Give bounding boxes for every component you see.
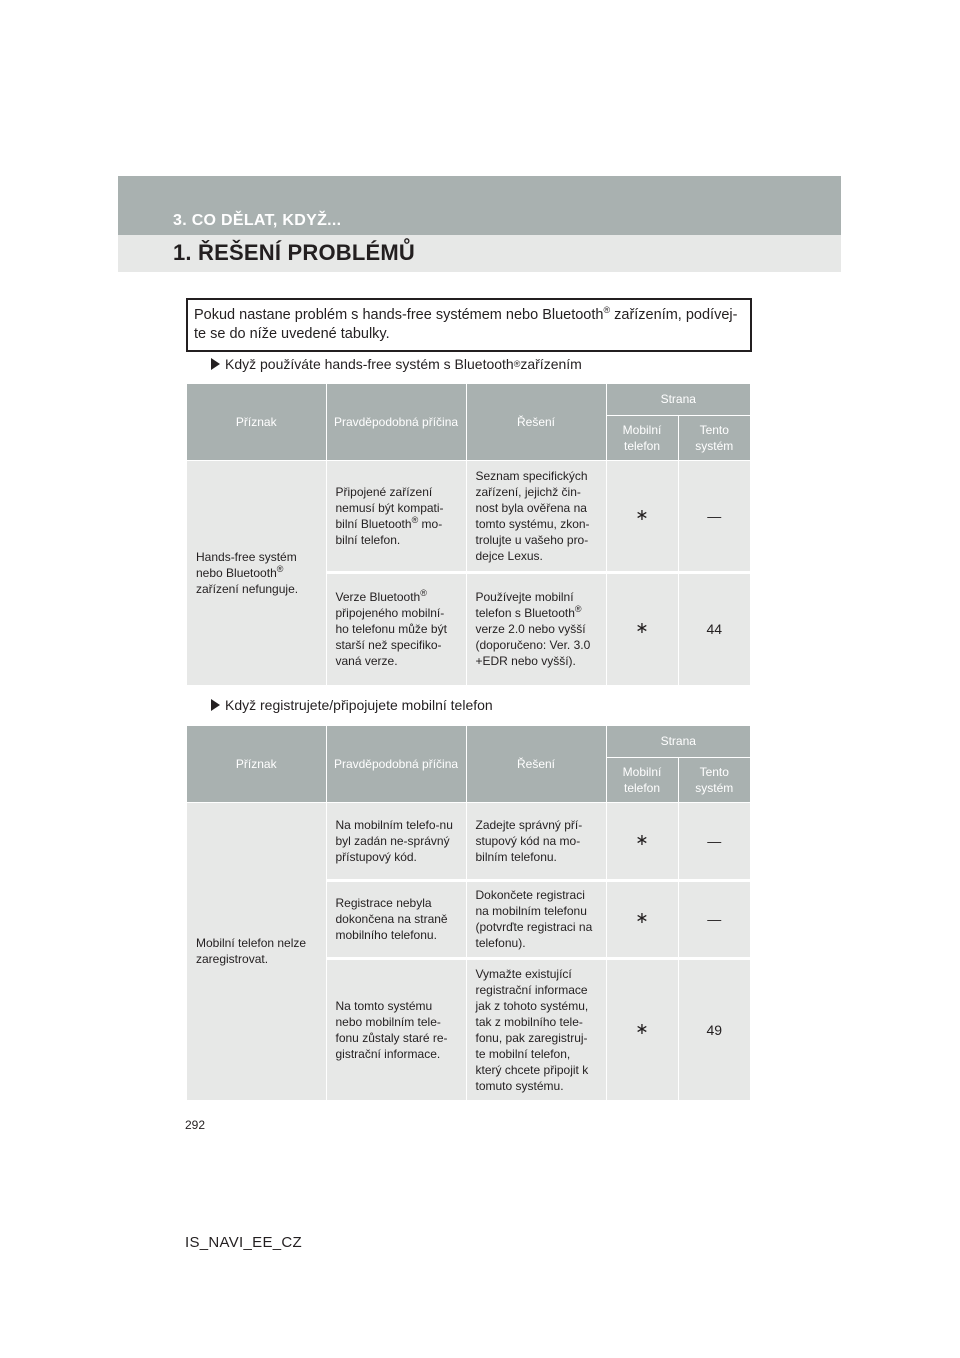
cause-text-end: připojeného mobilní-ho telefonu může být starší než specifiko-vaná verze.	[335, 606, 447, 668]
cause-text-end: mo-bilní telefon.	[335, 516, 443, 547]
header-solution: Řešení	[466, 384, 606, 460]
intro-text-end: zařízením, podívej-te se do níže uvedené tabulky.	[194, 307, 738, 342]
registered-mark: ®	[574, 604, 582, 614]
triangle-bullet-icon	[211, 699, 220, 711]
cause-text: Verze Bluetooth	[335, 590, 421, 604]
symptom-text: Hands-free systém nebo Bluetooth	[196, 549, 297, 580]
header-page: Strana	[606, 384, 750, 415]
cause-cell	[326, 460, 466, 572]
header-solution: Řešení	[466, 726, 606, 802]
system-page-cell: 44	[678, 572, 750, 686]
system-page-cell: —	[678, 460, 750, 572]
header-cause: Pravděpodobná příčina	[326, 726, 466, 802]
triangle-bullet-icon	[211, 358, 220, 370]
troubleshooting-table-registration	[187, 726, 750, 1103]
intro-box	[186, 298, 752, 352]
solution-cell: Vymažte existující registrační informace jak z tohoto systému, tak z mobilního tele-fonu, pak zaregistruj-te mobilní telefon, který chcete připojit k tomuto systému.	[466, 958, 606, 1101]
section-heading-text-end: zařízením	[520, 356, 582, 372]
header-mobile: Mobilní telefon	[606, 757, 678, 802]
page-title: 1. ŘEŠENÍ PROBLÉMŮ	[173, 240, 415, 265]
mobile-page-cell: ∗	[606, 460, 678, 572]
mobile-page-cell: ∗	[606, 572, 678, 686]
header-cause: Pravděpodobná příčina	[326, 384, 466, 460]
registered-mark: ®	[603, 305, 611, 316]
header-symptom: Příznak	[187, 384, 326, 460]
solution-cell: Dokončete registraci na mobilním telefonu (potvrďte registraci na telefonu).	[466, 880, 606, 958]
section-header	[118, 176, 841, 272]
symptom-cell: Mobilní telefon nelze zaregistrovat.	[187, 802, 326, 1101]
solution-text-end: verze 2.0 nebo vyšší (doporučeno: Ver. 3.0 +EDR nebo vyšší).	[475, 622, 591, 668]
solution-cell	[466, 572, 606, 686]
cause-text: Připojené zařízení nemusí být kompati-bilní Bluetooth	[335, 484, 444, 531]
system-page-cell: 49	[678, 958, 750, 1101]
footer-code: IS_NAVI_EE_CZ	[185, 1234, 303, 1251]
header-system: Tento systém	[678, 757, 750, 802]
mobile-page-cell: ∗	[606, 802, 678, 880]
mobile-page-cell: ∗	[606, 958, 678, 1101]
section-heading-bluetooth: Když používáte hands-free systém s Bluetooth ® zařízením	[211, 356, 582, 372]
header-page: Strana	[606, 726, 750, 757]
cause-cell: Registrace nebyla dokončena na straně mobilního telefonu.	[326, 880, 466, 958]
cause-cell	[326, 572, 466, 686]
system-page-cell: —	[678, 802, 750, 880]
symptom-text-end: zařízení nefunguje.	[196, 581, 299, 596]
intro-text: Pokud nastane problém s hands-free systémem nebo Bluetooth	[194, 307, 604, 323]
section-heading-registration	[211, 697, 493, 713]
solution-text: Používejte mobilní telefon s Bluetooth	[475, 590, 575, 620]
solution-cell	[466, 460, 606, 572]
troubleshooting-table-bluetooth	[187, 384, 750, 688]
header-mobile: Mobilní telefon	[606, 415, 678, 460]
system-page-cell: —	[678, 880, 750, 958]
table-row	[187, 460, 750, 572]
chapter-title: 3. CO DĚLAT, KDYŽ...	[173, 212, 342, 229]
section-heading-text: Když registrujete/připojujete mobilní telefon	[225, 697, 493, 713]
registered-mark: ®	[420, 588, 427, 598]
symptom-cell	[187, 460, 326, 686]
cause-cell: Na tomto systému nebo mobilním tele-fonu zůstaly staré re-gistrační informace.	[326, 958, 466, 1101]
cause-cell: Na mobilním telefo-nu byl zadán ne-správný přístupový kód.	[326, 802, 466, 880]
registered-mark: ®	[276, 563, 284, 574]
table-row	[187, 802, 750, 880]
section-heading-text: Když používáte hands-free systém s Bluetooth	[225, 356, 514, 372]
solution-text: Seznam specifických zařízení, jejichž čin-nost byla ověřena na tomto systému, zkon-trolujte u vašeho pro-dejce Lexus.	[475, 468, 590, 563]
registered-mark: ®	[411, 514, 419, 525]
header-system: Tento systém	[678, 415, 750, 460]
page-number: 292	[185, 1118, 206, 1132]
header-symptom: Příznak	[187, 726, 326, 802]
solution-cell: Zadejte správný pří-stupový kód na mo-bilním telefonu.	[466, 802, 606, 880]
mobile-page-cell: ∗	[606, 880, 678, 958]
